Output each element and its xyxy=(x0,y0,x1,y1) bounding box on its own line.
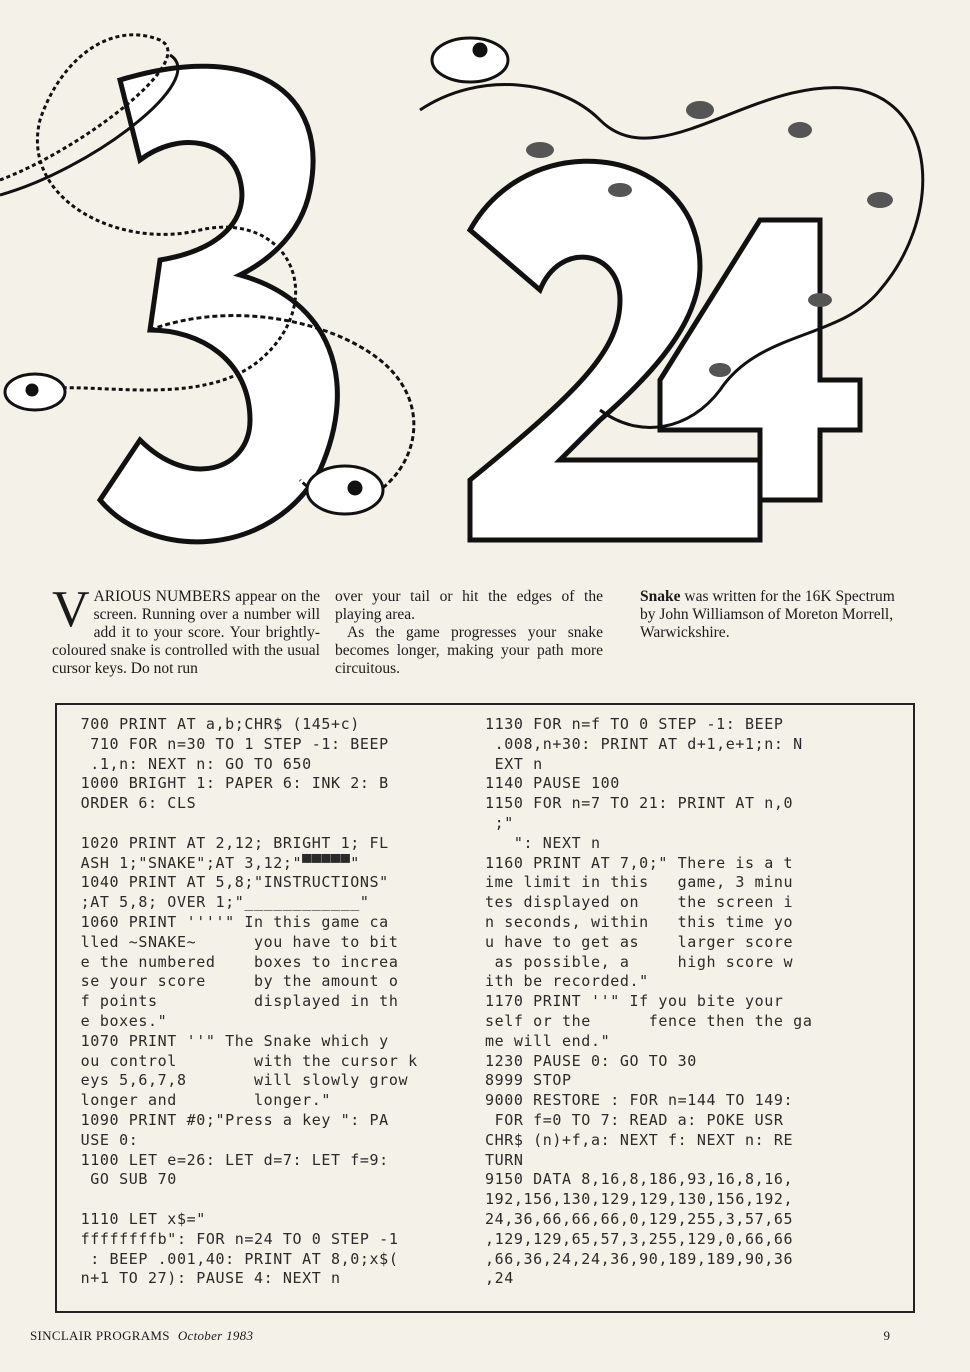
listing-line: ,24 xyxy=(485,1269,514,1288)
listing-line: 1100 LET e=26: LET d=7: LET f=9: xyxy=(71,1150,389,1169)
listing-line: 1160 PRINT AT 7,0;" There is a t xyxy=(485,853,794,872)
listing-left-column xyxy=(71,715,418,1289)
listing-line: 1020 PRINT AT 2,12; BRIGHT 1; FL xyxy=(71,833,389,852)
listing-line: .1,n: NEXT n: GO TO 650 xyxy=(71,754,312,773)
intro-col1-text: ARIOUS NUMBERS appear on the screen. Running over a number will add it to your score. Your brightly-coloured snake is controlled with the usual cursor keys. Do not run xyxy=(52,588,320,677)
listing-line: 1140 PAUSE 100 xyxy=(485,774,620,793)
listing-right-column xyxy=(485,715,812,1289)
page-number: 9 xyxy=(883,1328,890,1343)
program-listing-box xyxy=(55,703,915,1313)
listing-line: 1090 PRINT #0;"Press a key ": PA xyxy=(71,1110,389,1129)
listing-line: ORDER 6: CLS xyxy=(71,794,197,813)
listing-line: self or the fence then the ga xyxy=(485,1011,813,1030)
listing-line: f points displayed in th xyxy=(71,992,399,1011)
listing-line: se your score by the amount o xyxy=(71,972,399,991)
listing-line: 8999 STOP xyxy=(485,1071,572,1090)
issue-date: October 1983 xyxy=(177,1328,254,1343)
magazine-name: SINCLAIR PROGRAMS xyxy=(30,1328,170,1343)
listing-line: ;" xyxy=(485,813,514,832)
listing-line: n+1 TO 27): PAUSE 4: NEXT n xyxy=(71,1269,341,1288)
drop-cap: V xyxy=(52,581,90,638)
listing-line: 1070 PRINT ''" The Snake which y xyxy=(71,1031,389,1050)
listing-line: 1230 PAUSE 0: GO TO 30 xyxy=(485,1051,697,1070)
listing-line: .008,n+30: PRINT AT d+1,e+1;n: N xyxy=(485,734,803,753)
footer xyxy=(30,1328,890,1344)
program-title: Snake xyxy=(640,588,681,605)
listing-line: lled ~SNAKE~ you have to bit xyxy=(71,932,399,951)
listing-line: ffffffffb": FOR n=24 TO 0 STEP -1 xyxy=(71,1229,399,1248)
listing-line xyxy=(71,814,418,834)
numeral-3-shape xyxy=(100,66,337,542)
listing-line: USE 0: xyxy=(71,1130,139,1149)
intro-column-3 xyxy=(640,588,908,642)
listing-line: 710 FOR n=30 TO 1 STEP -1: BEEP xyxy=(71,734,389,753)
listing-line: : BEEP .001,40: PRINT AT 8,0;x$( xyxy=(71,1249,399,1268)
listing-line: TURN xyxy=(485,1150,524,1169)
listing-line: 1060 PRINT ''''" In this game ca xyxy=(71,912,389,931)
listing-line: 1150 FOR n=7 TO 21: PRINT AT n,0 xyxy=(485,794,794,813)
listing-line: 9150 DATA 8,16,8,186,93,16,8,16, xyxy=(485,1170,794,1189)
listing-line: me will end." xyxy=(485,1031,611,1050)
listing-line: longer and longer." xyxy=(71,1091,332,1110)
intro-col2-p2: As the game progresses your snake becomes longer, making your path more circuitous. xyxy=(335,624,603,677)
listing-line: ou control with the cursor k xyxy=(71,1051,418,1070)
listing-line: 700 PRINT AT a,b;CHR$ (145+c) xyxy=(71,715,360,733)
listing-line: 24,36,66,66,66,0,129,255,3,57,65 xyxy=(485,1209,794,1228)
listing-line: ;AT 5,8; OVER 1;"____________" xyxy=(71,893,370,912)
intro-column-1 xyxy=(52,581,320,678)
intro-text xyxy=(52,581,912,683)
listing-line: 1130 FOR n=f TO 0 STEP -1: BEEP xyxy=(485,715,784,733)
listing-line: e the numbered boxes to increa xyxy=(71,952,399,971)
listing-line: 192,156,130,129,129,130,156,192, xyxy=(485,1190,794,1209)
listing-line: ime limit in this game, 3 minu xyxy=(485,873,794,892)
listing-line: FOR f=0 TO 7: READ a: POKE USR xyxy=(485,1110,784,1129)
listing-line: u have to get as larger score xyxy=(485,932,794,951)
listing-line: ASH 1;"SNAKE";AT 3,12;"▀▀▀▀▀" xyxy=(71,853,360,872)
listing-line: ,129,129,65,57,3,255,129,0,66,66 xyxy=(485,1229,794,1248)
listing-line: CHR$ (n)+f,a: NEXT f: NEXT n: RE xyxy=(485,1130,794,1149)
listing-line: GO SUB 70 xyxy=(71,1170,177,1189)
listing-line: n seconds, within this time yo xyxy=(485,912,794,931)
intro-col2-p1: over your tail or hit the edges of the playing area. xyxy=(335,588,603,623)
listing-line: 1110 LET x$=" xyxy=(71,1209,206,1228)
program-credit: was written for the 16K Spectrum by John Williamson of Moreton Morrell, Warwickshire. xyxy=(640,588,895,641)
listing-line: tes displayed on the screen i xyxy=(485,893,794,912)
listing-line: 1170 PRINT ''" If you bite your xyxy=(485,992,784,1011)
listing-line xyxy=(71,1190,418,1210)
intro-column-2 xyxy=(335,588,603,678)
listing-line: EXT n xyxy=(485,754,543,773)
listing-line: 1040 PRINT AT 5,8;"INSTRUCTIONS" xyxy=(71,873,389,892)
listing-line: as possible, a high score w xyxy=(485,952,794,971)
listing-line: 9000 RESTORE : FOR n=144 TO 149: xyxy=(485,1091,794,1110)
listing-line: eys 5,6,7,8 will slowly grow xyxy=(71,1071,409,1090)
listing-line: 1000 BRIGHT 1: PAPER 6: INK 2: B xyxy=(71,774,389,793)
listing-line: ,66,36,24,24,36,90,189,189,90,36 xyxy=(485,1249,794,1268)
listing-line: ith be recorded." xyxy=(485,972,649,991)
snake-number-illustration xyxy=(0,0,970,575)
listing-line: e boxes." xyxy=(71,1011,168,1030)
listing-line: ": NEXT n xyxy=(485,833,601,852)
